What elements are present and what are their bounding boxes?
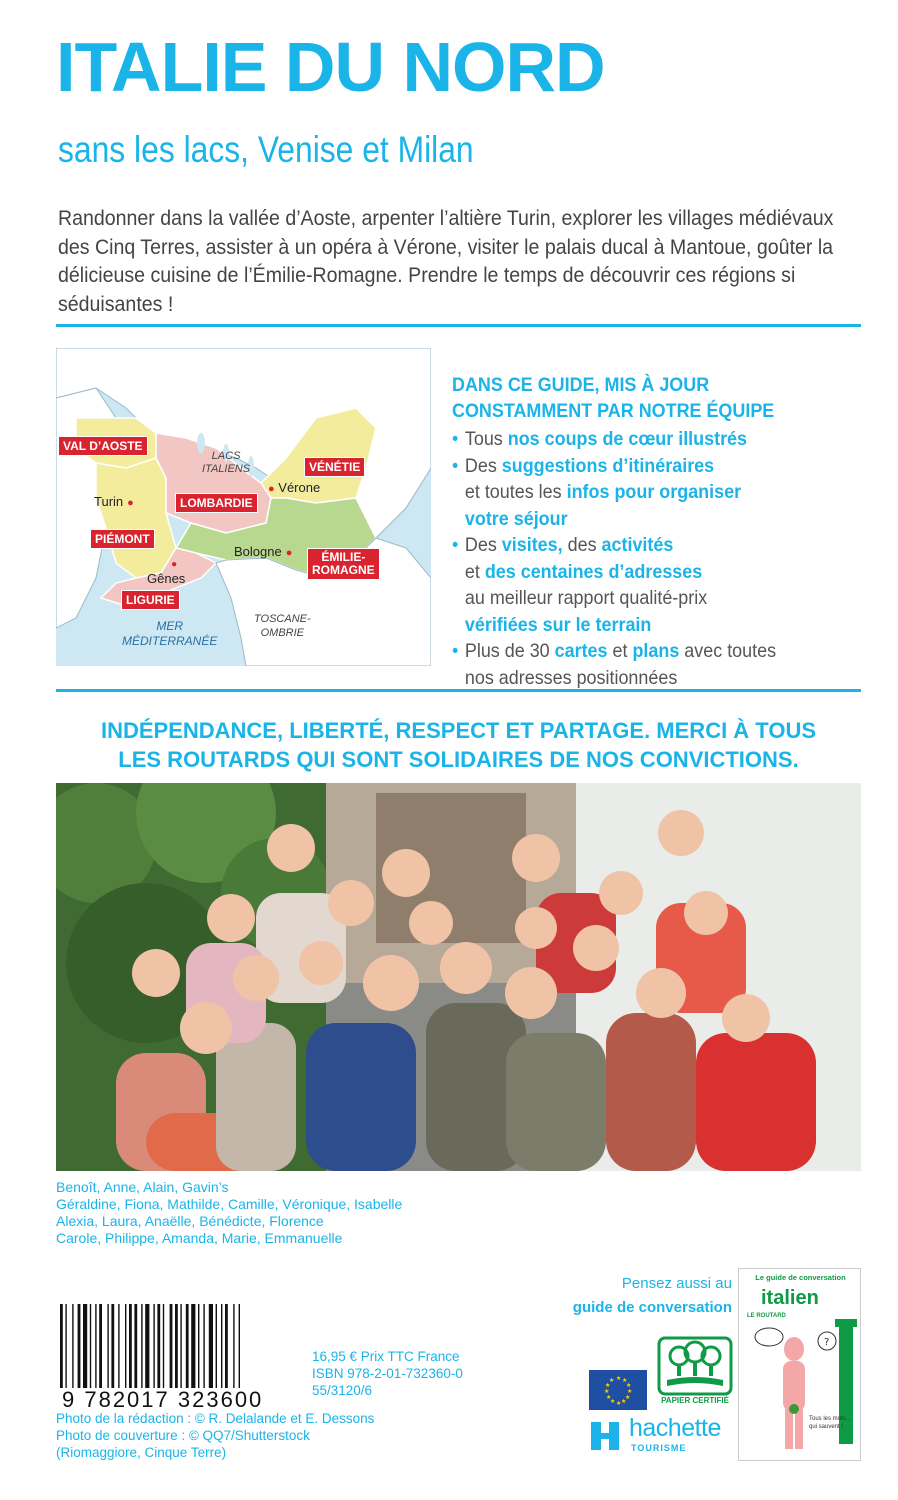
map-city-verone: ● Vérone — [268, 480, 321, 495]
area-line: LACS — [211, 450, 241, 462]
svg-text:★: ★ — [625, 1394, 631, 1401]
city-name: Turin — [94, 494, 124, 509]
text-bold: cartes — [554, 640, 608, 662]
team-names — [56, 1179, 402, 1247]
area-line: MÉDITERRANÉE — [122, 634, 218, 648]
barcode-bar — [125, 1304, 126, 1388]
text-bold: nos coups de cœur illustrés — [507, 428, 748, 450]
map-city-genes: ● Gênes — [147, 559, 186, 586]
divider-top — [56, 324, 861, 327]
text-bold: visites, — [501, 534, 563, 556]
svg-text:★: ★ — [626, 1382, 632, 1389]
price-isbn — [312, 1348, 463, 1399]
barcode-bar — [83, 1304, 87, 1388]
map-label-piemont: PIÉMONT — [90, 529, 155, 549]
barcode-bar — [111, 1304, 114, 1388]
text-bold: des centaines d’adresses — [484, 560, 703, 583]
barcode-bar — [95, 1304, 96, 1388]
isbn-barcode — [56, 1304, 278, 1412]
text: et — [464, 560, 485, 583]
phrasebook-cover — [738, 1268, 861, 1461]
barcode-bar — [60, 1304, 63, 1388]
text-bold: vérifiées sur le terrain — [464, 613, 652, 636]
svg-text:★: ★ — [616, 1375, 622, 1382]
barcode-bar — [186, 1304, 189, 1388]
text-bold: activités — [601, 534, 674, 556]
barcode-bar — [191, 1304, 195, 1388]
barcode-bar — [107, 1304, 108, 1388]
text-bold: plans — [632, 640, 680, 662]
city-name: Vérone — [278, 480, 321, 495]
svg-text:★: ★ — [604, 1388, 610, 1395]
feature-list — [452, 426, 848, 691]
text-bold: suggestions d’itinéraires — [501, 454, 715, 477]
map-area-mer — [122, 619, 217, 649]
svg-text:★: ★ — [610, 1398, 616, 1405]
svg-text:★: ★ — [609, 1377, 615, 1384]
barcode-bar — [203, 1304, 204, 1388]
map-city-bologne: Bologne ● — [234, 544, 293, 559]
barcode-bar — [141, 1304, 142, 1388]
slogan-line-2: LES ROUTARDS QUI SONT SOLIDAIRES DE NOS CONVICTIONS. — [118, 747, 799, 772]
phrasebook-promo — [573, 1272, 732, 1320]
barcode-bar — [145, 1304, 149, 1388]
map-label-venetie: VÉNÉTIE — [304, 457, 365, 477]
slogan — [56, 716, 861, 774]
barcode-bar — [65, 1304, 66, 1388]
svg-text:★: ★ — [616, 1400, 622, 1407]
map-label-emilie-1: ÉMILIE- — [321, 550, 366, 564]
barcode-bar — [209, 1304, 213, 1388]
hachette-icon — [589, 1420, 621, 1452]
svg-text:?: ? — [824, 1337, 830, 1348]
map-label-aoste: VAL D’AOSTE — [58, 436, 148, 456]
list-item — [452, 453, 848, 533]
names-line: Alexia, Laura, Anaëlle, Bénédicte, Florence — [56, 1213, 324, 1229]
barcode-bar — [198, 1304, 199, 1388]
text-bold: votre séjour — [464, 507, 568, 530]
text: et — [607, 640, 633, 662]
publisher-name: hachette — [629, 1414, 721, 1442]
barcode-bar — [221, 1304, 222, 1388]
text: Des — [464, 454, 502, 477]
area-line: OMBRIE — [260, 627, 305, 639]
text: Tous — [464, 428, 508, 450]
intro-paragraph: Randonner dans la vallée d’Aoste, arpenter l’altière Turin, explorer les villages médiévaux des Cinq Terres, assister à un opéra à Vérone, visiter le palais ducal à Mantoue, goûter la délicieuse cuisine de l’Émilie-Romagne. Prendre le temps de découvrir ces régions si séduisantes ! — [58, 206, 834, 316]
guide-subtitle: sans les lacs, Venise et Milan — [58, 129, 474, 170]
text: Plus de 30 — [464, 640, 555, 662]
barcode-bar — [118, 1304, 119, 1388]
code-line: 55/3120/6 — [312, 1383, 373, 1398]
svg-text:★: ★ — [622, 1377, 628, 1384]
certified-paper-label: PAPIER CERTIFIÉ — [661, 1396, 729, 1405]
guide-features — [452, 372, 848, 691]
svg-text:★: ★ — [627, 1388, 633, 1395]
certified-paper-icon — [655, 1336, 735, 1412]
barcode-bar — [157, 1304, 160, 1388]
map-city-turin: Turin ● — [94, 494, 134, 509]
map-label-ligurie: LIGURIE — [121, 590, 180, 610]
guide-heading-2: CONSTAMMENT PAR NOTRE ÉQUIPE — [452, 400, 775, 422]
phrasebook-top: Le guide de conversation — [755, 1273, 846, 1282]
barcode-bar — [153, 1304, 154, 1388]
barcode-bar — [175, 1304, 178, 1388]
map-label-emilie — [307, 548, 380, 580]
photo-credits — [56, 1410, 374, 1461]
text: nos adresses positionnées — [464, 666, 678, 689]
list-item — [452, 638, 848, 691]
price-line: 16,95 € Prix TTC France — [312, 1349, 460, 1364]
barcode-bar — [72, 1304, 73, 1388]
map-area-lacs — [202, 450, 250, 476]
phrasebook-title: italien — [761, 1287, 819, 1309]
map-label-lombardie: LOMBARDIE — [175, 493, 258, 513]
area-line: MER — [156, 619, 183, 633]
divider-middle — [56, 689, 861, 692]
barcode-bar — [225, 1304, 228, 1388]
credit-line: (Riomaggiore, Cinque Terre) — [56, 1445, 227, 1460]
map-label-emilie-2: ROMAGNE — [312, 563, 375, 577]
isbn-line: ISBN 978-2-01-732360-0 — [312, 1366, 463, 1381]
promo-line-1: Pensez aussi au — [621, 1275, 732, 1292]
list-item — [452, 532, 848, 638]
barcode-bar — [99, 1304, 102, 1388]
text: au meilleur rapport qualité-prix — [464, 587, 708, 609]
barcode-bar — [78, 1304, 81, 1388]
promo-line-2: guide de conversation — [572, 1299, 732, 1316]
names-line: Carole, Philippe, Amanda, Marie, Emmanuelle — [56, 1230, 343, 1246]
guide-heading-1: DANS CE GUIDE, MIS À JOUR — [452, 374, 710, 396]
svg-text:★: ★ — [621, 1398, 627, 1405]
text: Des — [464, 534, 502, 556]
list-item — [452, 426, 848, 453]
svg-text:★: ★ — [605, 1382, 611, 1389]
barcode-bar — [239, 1304, 240, 1388]
text: et toutes les — [464, 481, 567, 503]
barcode-bar — [170, 1304, 173, 1388]
area-line: TOSCANE- — [254, 613, 311, 625]
names-line: Benoît, Anne, Alain, Gavin’s — [56, 1179, 229, 1195]
publisher-sub: TOURISME — [631, 1443, 687, 1453]
barcode-bar — [134, 1304, 137, 1388]
map-area-toscane — [254, 612, 311, 640]
barcode-bar — [163, 1304, 164, 1388]
publisher-logo — [589, 1416, 737, 1458]
city-name: Bologne — [234, 544, 282, 559]
text-bold: infos pour organiser — [566, 481, 742, 503]
barcode-bar — [216, 1304, 217, 1388]
svg-text:★: ★ — [606, 1394, 612, 1401]
phrasebook-brand: LE ROUTARD — [747, 1313, 786, 1319]
credit-line: Photo de la rédaction : © R. Delalande et E. Dessons — [56, 1411, 375, 1426]
barcode-bar — [129, 1304, 132, 1388]
text: avec toutes — [679, 640, 777, 662]
barcode-number: 9 782017 323600 — [62, 1387, 264, 1412]
barcode-bar — [233, 1304, 234, 1388]
guide-title: ITALIE DU NORD — [56, 28, 605, 106]
barcode-bars — [56, 1304, 278, 1388]
eu-flag-icon — [589, 1370, 647, 1410]
area-line: ITALIENS — [202, 463, 251, 475]
text: des — [562, 534, 602, 556]
barcode-bar — [180, 1304, 181, 1388]
phrasebook-tagline: Tous les mots... qui sauvent ! — [809, 1416, 851, 1430]
team-photo — [56, 783, 861, 1171]
region-map — [56, 348, 431, 666]
city-name: Gênes — [147, 571, 186, 586]
credit-line: Photo de couverture : © QQ7/Shutterstock — [56, 1428, 310, 1443]
barcode-bar — [90, 1304, 91, 1388]
names-line: Géraldine, Fiona, Mathilde, Camille, Véronique, Isabelle — [56, 1196, 403, 1212]
team-photo-graphic — [56, 783, 861, 1171]
slogan-line-1: INDÉPENDANCE, LIBERTÉ, RESPECT ET PARTAGE. MERCI À TOUS — [100, 718, 817, 743]
